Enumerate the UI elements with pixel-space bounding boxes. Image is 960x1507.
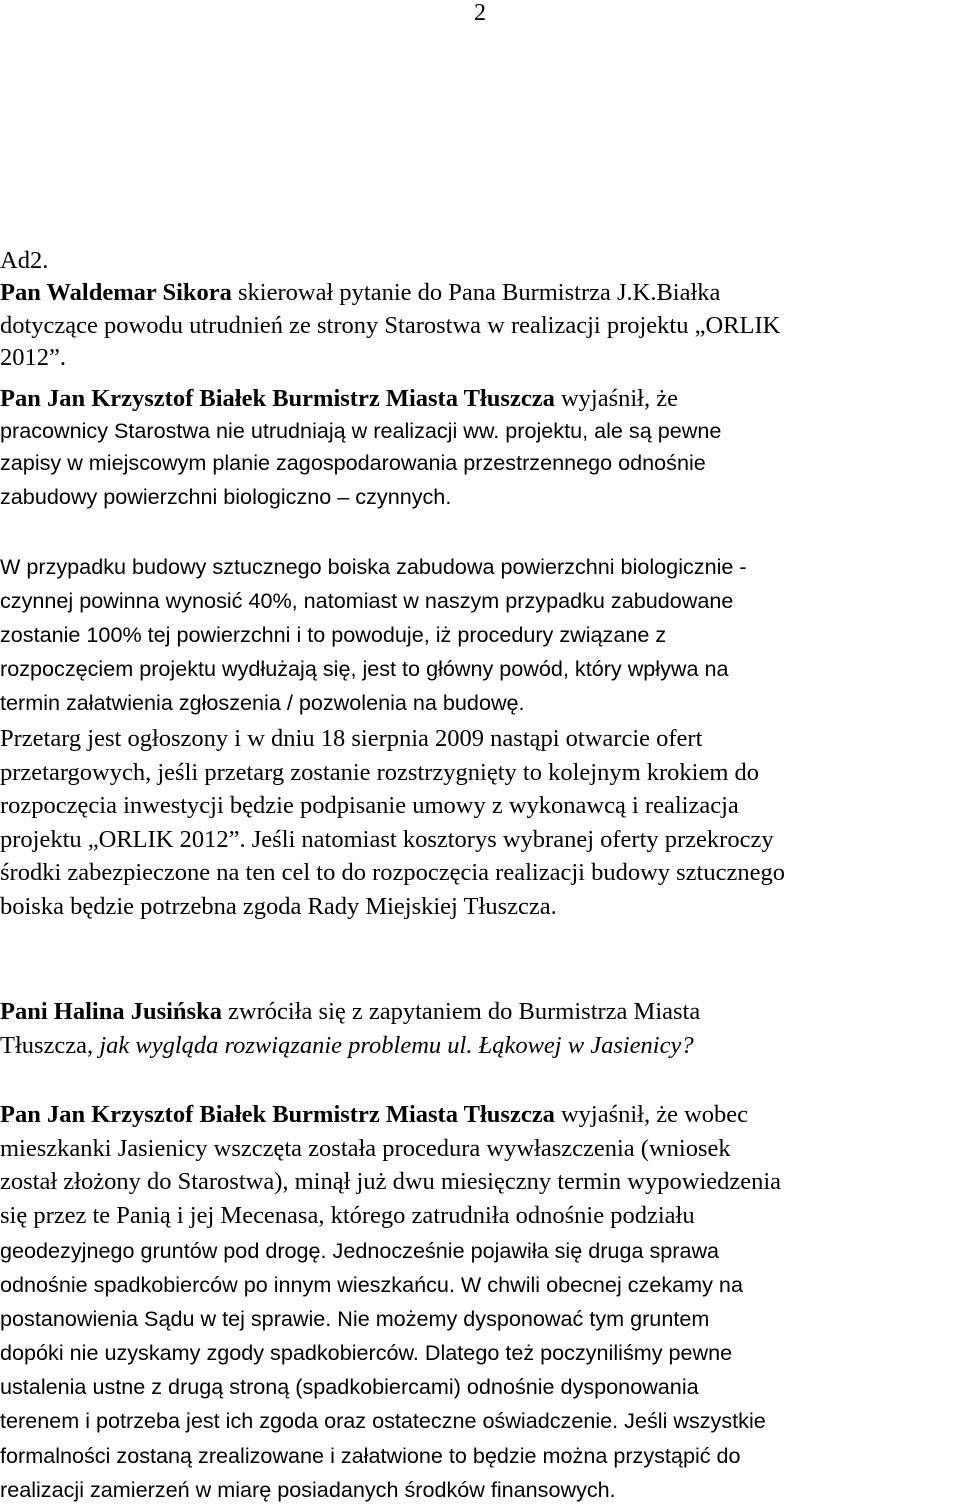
paragraph-line: przetargowych, jeśli przetarg zostanie rozstrzygnięty to kolejnym krokiem do <box>0 758 760 786</box>
jusinska-question <box>0 995 960 1062</box>
reply1-paragraph-1 <box>0 418 960 514</box>
ad2-line-2: dotyczące powodu utrudnień ze strony Starostwa w realizacji projektu „ORLIK <box>0 311 781 339</box>
paragraph-line: realizacji zamierzeń w miarę posiadanych środków finansowych. <box>0 1476 616 1502</box>
ad2-line-1-text: skierował pytanie do Pana Burmistrza J.K.Białka <box>231 279 721 307</box>
paragraph-line: termin załatwienia zgłoszenia / pozwolenia na budowę. <box>0 690 525 715</box>
jusinska-line-2-text: Tłuszcza, <box>0 1031 100 1059</box>
ad2-section <box>0 245 960 375</box>
jusinska-line-1 <box>0 995 960 1029</box>
reply1-paragraph-3 <box>0 722 960 924</box>
paragraph-line: został złożony do Starostwa), minął już dwu miesięczny termin wypowiedzenia <box>0 1168 782 1196</box>
paragraph-line: Przetarg jest ogłoszony i w dniu 18 sierpnia 2009 nastąpi otwarcie ofert <box>0 725 703 752</box>
paragraph-line: rozpoczęcia inwestycji będzie podpisanie umowy z wykonawcą i realizacja <box>0 792 739 820</box>
paragraph-line: odnośnie spadkobierców po innym wieszkańcu. W chwili obecnej czekamy na <box>0 1272 743 1298</box>
paragraph-line: rozpoczęciem projektu wydłużają się, jest to główny powód, który wpływa na <box>0 656 729 681</box>
paragraph-line: dopóki nie uzyskamy zgody spadkobierców. Dlatego też poczyniliśmy pewne <box>0 1340 733 1366</box>
reply2-line-1 <box>0 1098 960 1132</box>
speaker-name: Pani Halina Jusińska <box>0 998 222 1025</box>
paragraph-line: ustalenia ustne z drugą stroną (spadkobiercami) odnośnie dysponowania <box>0 1374 699 1400</box>
paragraph-line: się przez te Panią i jej Mecenasa, którego zatrudniła odnośnie podziału <box>0 1202 695 1230</box>
reply1-line-4: zabudowy powierzchni biologiczno – czynnych. <box>0 484 452 509</box>
speaker-name: Pan Jan Krzysztof Białek Burmistrz Miasta Tłuszcza <box>0 1101 555 1128</box>
reply2-line-1-text: wyjaśnił, że wobec <box>554 1101 749 1128</box>
paragraph-line: środki zabezpieczone na ten cel to do rozpoczęcia realizacji budowy sztucznego <box>0 859 785 887</box>
question-text: jak wygląda rozwiązanie problemu ul. Łąkowej w Jasienicy? <box>99 1031 694 1059</box>
paragraph-line: boiska będzie potrzebna zgoda Rady Miejskiej Tłuszcza. <box>0 892 557 920</box>
jusinska-line-2 <box>0 1029 960 1063</box>
paragraph-line: postanowienia Sądu w tej sprawie. Nie możemy dysponować tym gruntem <box>0 1306 710 1332</box>
ad2-line-1 <box>0 277 960 309</box>
paragraph-line: formalności zostaną zrealizowane i załatwione to będzie można przystąpić do <box>0 1442 741 1468</box>
paragraph-line: mieszkanki Jasienicy wszczęta została procedura wywłaszczenia (wniosek <box>0 1134 731 1162</box>
ad2-line-3: 2012”. <box>0 344 66 372</box>
reply1-line-2: pracownicy Starostwa nie utrudniają w realizacji ww. projektu, ale są pewne <box>0 418 722 443</box>
reply2-paragraph-sans <box>0 1234 960 1507</box>
paragraph-line: geodezyjnego gruntów pod drogę. Jednocześnie pojawiła się druga sprawa <box>0 1238 720 1263</box>
page-number: 2 <box>474 0 486 26</box>
paragraph-line: projektu „ORLIK 2012”. Jeśli natomiast kosztorys wybranej oferty przekroczy <box>0 825 774 853</box>
paragraph-line: W przypadku budowy sztucznego boiska zabudowa powierzchni biologicznie - <box>0 554 747 579</box>
paragraph-line: terenem i potrzeba jest ich zgoda oraz ostateczne oświadczenie. Jeśli wszystkie <box>0 1408 766 1434</box>
speaker-name: Pan Jan Krzysztof Białek Burmistrz Miasta Tłuszcza <box>0 385 555 412</box>
reply1-line-3: zapisy w miejscowym planie zagospodarowania przestrzennego odnośnie <box>0 450 706 475</box>
reply2-paragraph-serif <box>0 1098 960 1233</box>
reply1-line-1 <box>0 383 960 415</box>
paragraph-line: czynnej powinna wynosić 40%, natomiast w naszym przypadku zabudowane <box>0 588 734 613</box>
reply1-paragraph-2 <box>0 550 960 720</box>
section-heading: Ad2. <box>0 247 49 274</box>
reply1-line-1-text: wyjaśnił, że <box>554 385 678 412</box>
speaker-name: Pan Waldemar Sikora <box>0 279 232 307</box>
reply1-heading-line <box>0 383 960 415</box>
jusinska-line-1-text: zwróciła się z zapytaniem do Burmistrza Miasta <box>221 998 701 1025</box>
paragraph-line: zostanie 100% tej powierzchni i to powoduje, iż procedury związane z <box>0 622 667 647</box>
